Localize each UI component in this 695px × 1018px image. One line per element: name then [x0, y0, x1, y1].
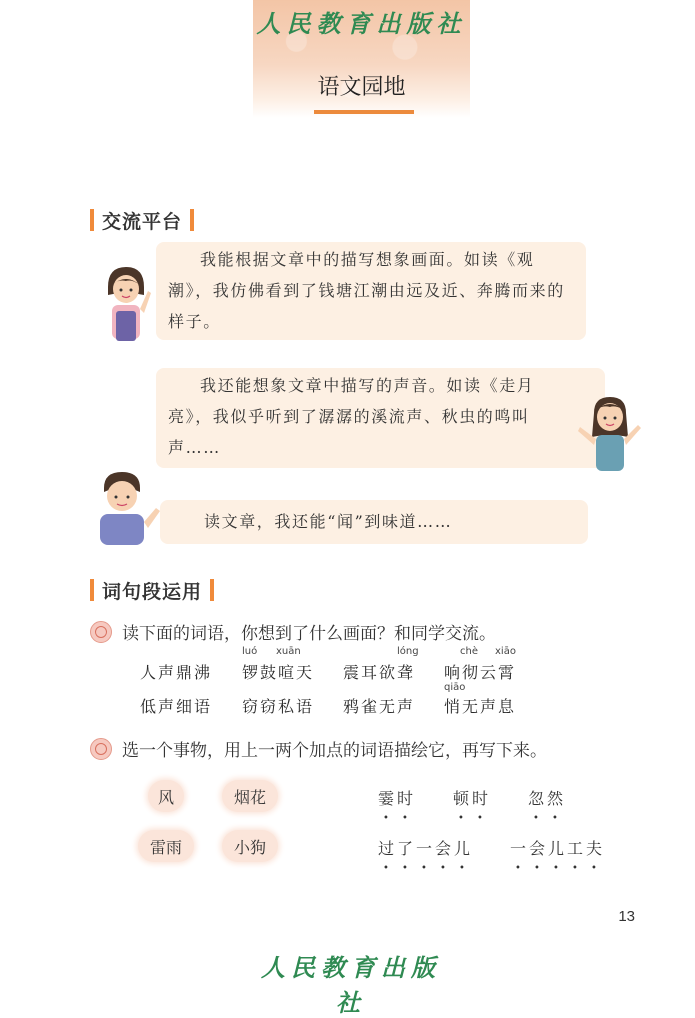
page-number: 13 — [618, 908, 635, 925]
publisher-logo-top: 人民教育出版社 — [256, 9, 467, 38]
emphasis-dots: • • — [458, 813, 486, 824]
girl-avatar-2 — [574, 393, 642, 473]
task-badge-icon — [90, 621, 112, 643]
speech-bubble-2 — [156, 368, 605, 468]
word-item: 响彻云霄 — [444, 663, 517, 682]
boy-avatar — [90, 470, 162, 545]
word-item: 鸦雀无声 — [343, 697, 416, 716]
word-item: 锣鼓喧天 — [242, 663, 315, 682]
task-2 — [90, 736, 547, 761]
time-word: 过了一会儿 — [378, 839, 474, 858]
word-item: 悄无声息 — [444, 697, 517, 716]
heading-bar-right — [190, 209, 194, 231]
heading-bar-left — [90, 579, 94, 601]
pinyin-qiao: qiāo — [444, 682, 466, 693]
word-item: 窃窃私语 — [242, 697, 315, 716]
section-heading-exchange — [90, 207, 194, 233]
pinyin-long: lóng — [397, 646, 419, 657]
publisher-logo-bottom: 人民教育出版社 — [261, 953, 441, 1017]
subject-tag-wind: 风 — [148, 780, 184, 812]
task-1 — [90, 619, 496, 644]
time-word: 一会儿工夫 — [510, 839, 606, 858]
task-2-text: 选一个事物，用上一两个加点的词语描绘它，再写下来。 — [122, 741, 547, 761]
word-item: 人声鼎沸 — [140, 663, 213, 682]
pinyin-luo: luó — [242, 646, 258, 657]
emphasis-dots: • • • • • — [383, 863, 468, 874]
speech-bubble-1 — [156, 242, 586, 340]
task-badge-icon — [90, 738, 112, 760]
emphasis-dots: • • • • • — [515, 863, 600, 874]
page-title: 语文园地 — [317, 75, 406, 100]
bubble-text-2: 我还能想象文章中描写的声音。如读《走月亮》，我似乎听到了潺潺的溪流声、秋虫的鸣叫声…… — [168, 376, 535, 457]
section-title: 词句段运用 — [102, 580, 203, 603]
title-underline — [314, 110, 414, 114]
speech-bubble-3 — [160, 500, 588, 544]
time-word: 霎时 — [378, 789, 417, 808]
bubble-text-3: 读文章，我还能“闻”到味道…… — [204, 512, 453, 531]
bubble-text-1: 我能根据文章中的描写想象画面。如读《观潮》，我仿佛看到了钱塘江潮由远及近、奔腾而来的样子。 — [168, 250, 565, 331]
time-word: 顿时 — [453, 789, 492, 808]
section-heading-usage — [90, 577, 214, 603]
pinyin-xuan: xuān — [276, 646, 301, 657]
task-1-text: 读下面的词语，你想到了什么画面？和同学交流。 — [122, 624, 496, 644]
subject-tag-fireworks: 烟花 — [222, 780, 278, 812]
time-word: 忽然 — [528, 789, 567, 808]
word-item: 低声细语 — [140, 697, 213, 716]
subject-tag-thunderstorm: 雷雨 — [138, 830, 194, 862]
heading-bar-left — [90, 209, 94, 231]
pinyin-xiao: xiāo — [495, 646, 516, 657]
subject-tag-puppy: 小狗 — [222, 830, 278, 862]
section-title: 交流平台 — [102, 210, 183, 233]
girl-avatar-1 — [100, 265, 152, 343]
emphasis-dots: • • — [533, 813, 561, 824]
word-item: 震耳欲聋 — [343, 663, 416, 682]
pinyin-che: chè — [460, 646, 478, 657]
emphasis-dots: • • — [383, 813, 411, 824]
heading-bar-right — [210, 579, 214, 601]
